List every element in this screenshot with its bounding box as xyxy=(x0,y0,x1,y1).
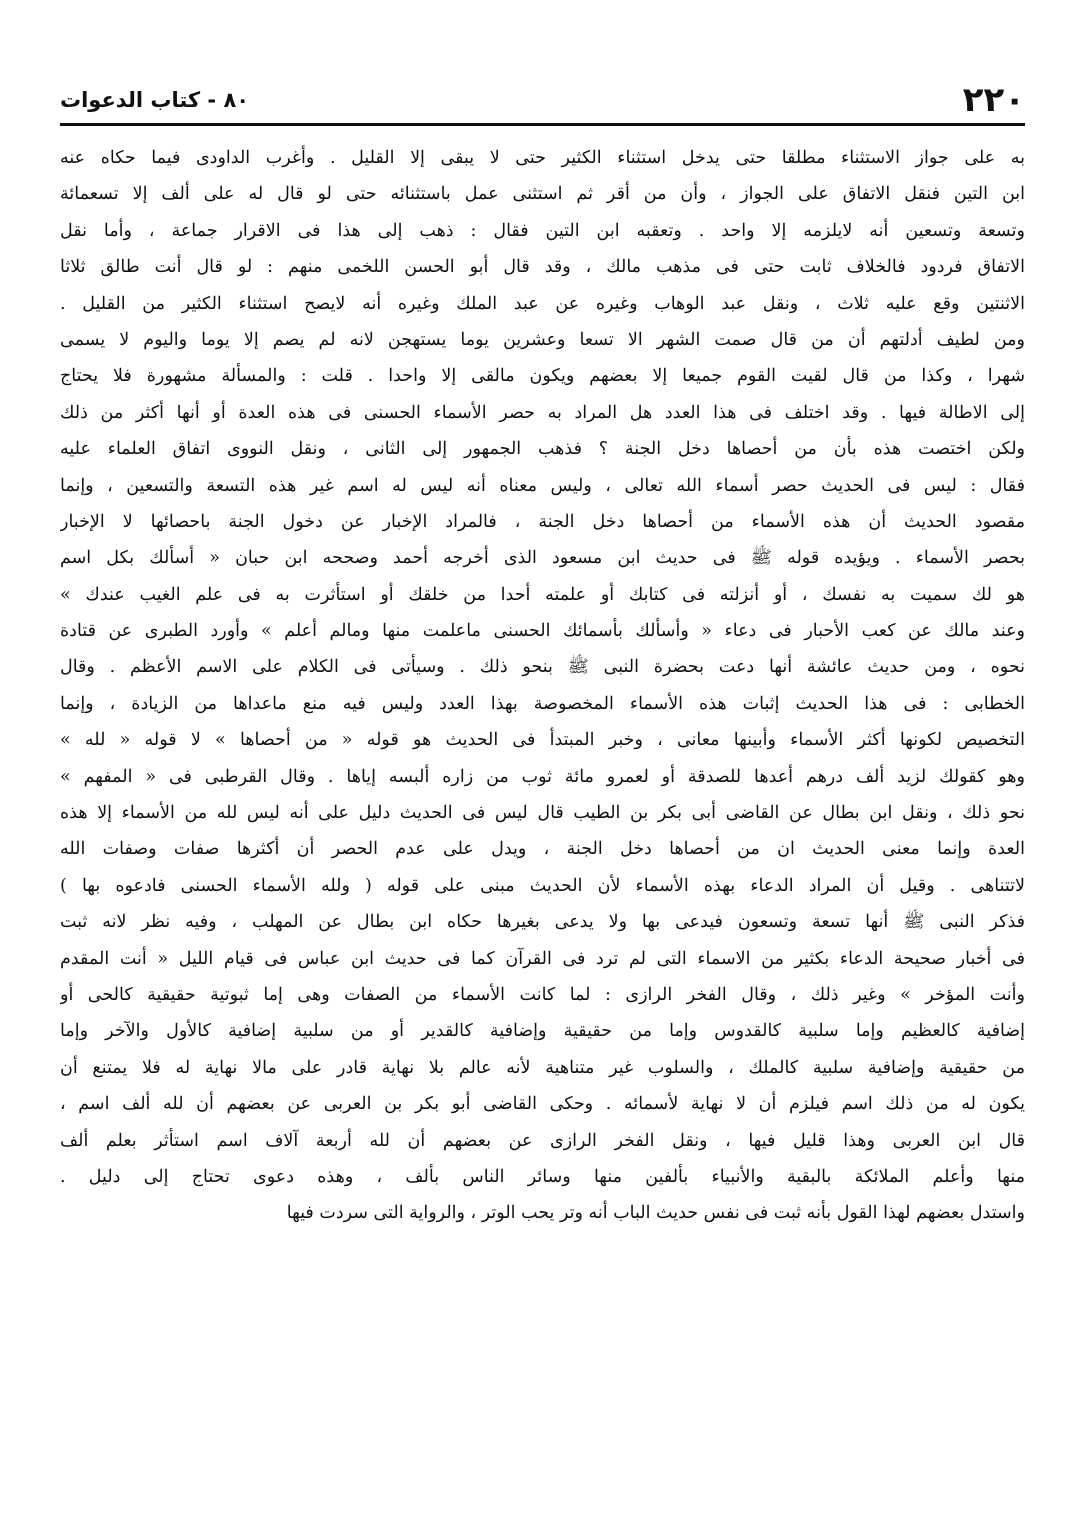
text-line: ولكن اختصت هذه بأن من أحصاها دخل الجنة ؟ فذهب الجمهور إلى الثانى ، ونقل النووى اتفاق العلماء عليه xyxy=(60,439,1025,460)
page-number: ٢٢٠ xyxy=(962,80,1025,120)
text-line: ابن التين فنقل الاتفاق على الجواز ، وأن من أقر ثم استثنى عمل باستثنائه حتى لو قال له على ألف إلا تسعمائة xyxy=(60,184,1025,205)
running-title: ٨٠ - كتاب الدعوات xyxy=(60,88,250,112)
text-line: إضافية كالعظيم وإما سلبية كالقدوس وإما من حقيقية وإضافية كالقدير أو من سلبية إضافية كالأول والآخر وإما xyxy=(60,1021,1025,1042)
text-line: إلى الاطالة فيها . وقد اختلف فى هذا العدد هل المراد به حصر الأسماء الحسنى فى هذه العدة أو أنها أكثر من ذلك xyxy=(60,402,1025,423)
body-text xyxy=(60,140,1025,1232)
text-line: يكون له من ذلك اسم فيلزم أن لا نهاية لأسمائه . وحكى القاضى أبو بكر بن العربى عن بعضهم أن لله ألف اسم ، xyxy=(60,1094,1025,1115)
text-line: الخطابى : فى هذا الحديث إثبات هذه الأسماء المخصوصة بهذا العدد وليس فيه منع ماعداها من الزيادة ، وإنما xyxy=(60,693,1025,714)
text-line: منها وأعلم الملائكة بالبقية والأنبياء بألفين منها وسائر الناس بألف ، وهذه دعوى تحتاج إلى دليل . xyxy=(60,1166,1025,1187)
text-line: نحوه ، ومن حديث عائشة أنها دعت بحضرة النبى ﷺ بنحو ذلك . وسيأتى فى الكلام على الاسم الأعظم . وقال xyxy=(60,657,1025,678)
text-line: وهو كقولك لزيد ألف درهم أعدها للصدقة أو لعمرو مائة ثوب من زاره ألبسه إياها . وقال القرطبى فى « المفهم » xyxy=(60,766,1025,787)
text-line: نحو ذلك ، ونقل ابن بطال عن القاضى أبى بكر بن الطيب قال ليس فى الحديث دليل على أنه ليس لله من الأسماء إلا هذه xyxy=(60,803,1025,824)
text-line: من حقيقية وإضافية سلبية كالملك ، والسلوب غير متناهية لأنه عالم بلا نهاية قادر على مالا نهاية له فلا يمتنع أن xyxy=(60,1057,1025,1078)
text-line: واستدل بعضهم لهذا القول بأنه ثبت فى نفس حديث الباب أنه وتر يحب الوتر ، والرواية التى سردت فيها xyxy=(286,1203,1025,1224)
text-line: فى أخبار صحيحة الدعاء بكثير من الاسماء التى لم ترد فى القرآن كما فى حديث ابن عباس فى قيام الليل « أنت المقدم xyxy=(60,948,1025,969)
text-line: العدة وإنما معنى الحديث ان من أحصاها دخل الجنة ، ويدل على عدم الحصر أن أكثرها صفات وصفات الله xyxy=(60,839,1025,860)
text-line: شهرا ، وكذا من قال لقيت القوم جميعا إلا بعضهم ويكون مالقى إلا واحدا . قلت : والمسألة مشهورة فلا يحتاج xyxy=(60,366,1025,387)
text-line: وتسعة وتسعين أنه لايلزمه إلا واحد . وتعقبه ابن التين فقال : ذهب إلى هذا فى الاقرار جماعة ، وأما نقل xyxy=(60,220,1025,241)
text-line: قال ابن العربى وهذا قليل فيها ، ونقل الفخر الرازى عن بعضهم أن لله أربعة آلاف اسم استأثر بعلم ألف xyxy=(60,1130,1025,1151)
text-line: الاثنتين وقع عليه ثلاث ، ونقل عبد الوهاب وغيره عن عبد الملك وغيره أنه لايصح استثناء الكثير من القليل . xyxy=(60,293,1025,314)
text-line: لاتتناهى . وقيل أن المراد الدعاء بهذه الأسماء لأن الحديث مبنى على قوله ( ولله الأسماء الحسنى فادعوه بها ) xyxy=(60,875,1025,896)
text-line: مقصود الحديث أن هذه الأسماء من أحصاها دخل الجنة ، فالمراد الإخبار عن دخول الجنة باحصائها لا الإخبار xyxy=(60,511,1025,532)
text-line: فذكر النبى ﷺ أنها تسعة وتسعون فيدعى بها ولا يدعى بغيرها حكاه ابن بطال عن المهلب ، وفيه نظر لانه ثبت xyxy=(60,912,1025,933)
text-line: هو لك سميت به نفسك ، أو أنزلته فى كتابك أو علمته أحدا من خلقك أو استأثرت به فى علم الغيب عندك » xyxy=(60,584,1025,605)
text-line: بحصر الأسماء . ويؤيده قوله ﷺ فى حديث ابن مسعود الذى أخرجه أحمد وصححه ابن حبان « أسألك بكل اسم xyxy=(60,548,1025,569)
header-rule xyxy=(60,123,1025,126)
text-line: ومن لطيف أدلتهم أن من قال صمت الشهر الا تسعا وعشرين يوما يستهجن لانه لم يصم إلا يوما واليوم لا يسمى xyxy=(60,329,1025,350)
text-line: وعند مالك عن كعب الأحبار فى دعاء « وأسألك بأسمائك الحسنى ماعلمت منها ومالم أعلم » وأورد الطبرى عن قتادة xyxy=(60,621,1025,642)
text-line: وأنت المؤخر » وغير ذلك ، وقال الفخر الرازى : لما كانت الأسماء من الصفات وهى إما ثبوتية حقيقية كالحى أو xyxy=(60,984,1025,1005)
text-line: به على جواز الاستثناء مطلقا حتى يدخل استثناء الكثير حتى لا يبقى إلا القليل . وأغرب الداودى فيما حكاه عنه xyxy=(60,148,1025,168)
text-line: فقال : ليس فى الحديث حصر أسماء الله تعالى ، وليس معناه أنه ليس له اسم غير هذه التسعة والتسعين ، وإنما xyxy=(60,475,1025,496)
text-line: التخصيص لكونها أكثر الأسماء وأبينها معانى ، وخبر المبتدأ فى الحديث هو قوله « من أحصاها » لا قوله « لله » xyxy=(60,730,1025,751)
text-line: الاتفاق فردود فالخلاف ثابت حتى فى مذهب مالك ، وقد قال أبو الحسن اللخمى منهم : لو قال أنت طالق ثلاثا xyxy=(60,257,1025,278)
page-header xyxy=(60,78,1025,122)
